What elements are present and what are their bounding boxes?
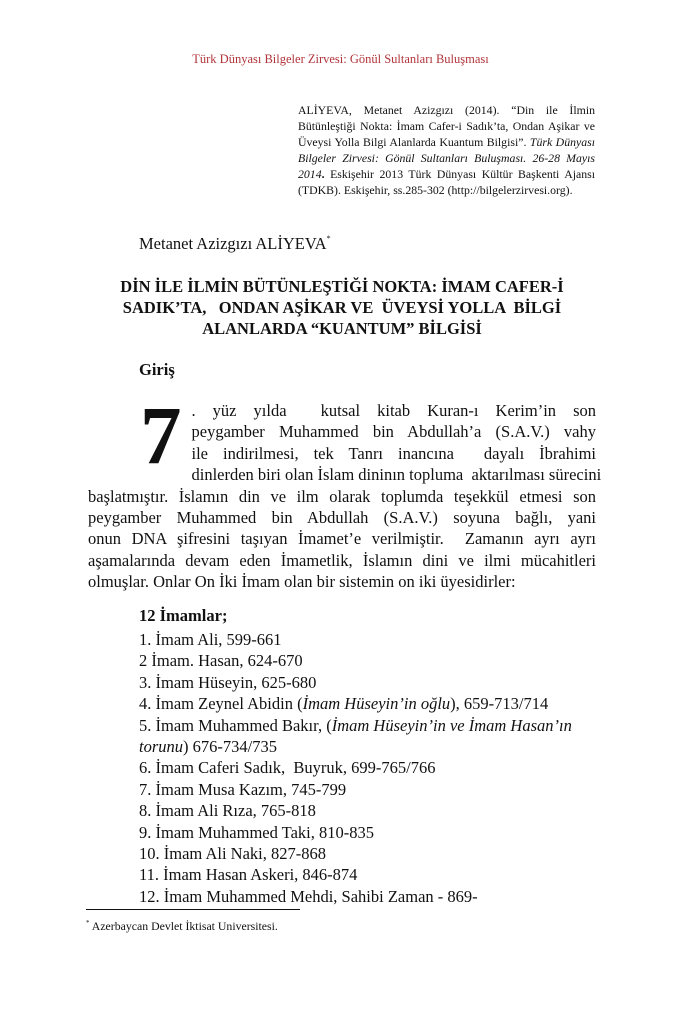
intro-line: başlatmıştır. İslamın din ve ilm olarak toplumda teşekkül etmesi son — [88, 486, 596, 506]
intro-line: peygamber Muhammed bin Abdullah’a (S.A.V.) vahy — [191, 422, 596, 442]
citation-text: ALİYEVA, Metanet Azizgızı (2014). “Din ile İlmin Bütünleştiği Nokta: İmam Cafer-i Sadık’ta, Ondan Aşikar ve Üveysi Yolla Bilgi Alanlarda Kuantum Bilgisi”. — [298, 103, 595, 149]
footnote-mark: * — [86, 919, 90, 927]
title-line-2: SADIK’TA, ONDAN AŞİKAR VE ÜVEYSİ YOLLA BİLGİ — [122, 298, 562, 317]
list-item-text: ), 659-713/714 — [450, 694, 549, 714]
list-item: 10. İmam Ali Naki, 827-868 — [139, 844, 326, 864]
intro-line: ile indirilmesi, tek Tanrı inancına dayalı İbrahimi — [191, 443, 596, 463]
author-name-text: Metanet Azizgızı ALİYEVA — [139, 234, 327, 253]
running-header: Türk Dünyası Bilgeler Zirvesi: Gönül Sultanları Buluşması — [192, 52, 489, 66]
list-item-text: ) 676-734/735 — [183, 737, 277, 757]
title-line-3: ALANLARDA “KUANTUM” BİLGİSİ — [202, 319, 482, 338]
footnote — [86, 919, 278, 934]
intro-line: peygamber Muhammed bin Abdullah (S.A.V.) soyuna bağlı, yani — [88, 508, 596, 528]
list-item: 6. İmam Caferi Sadık, Buyruk, 699-765/766 — [139, 758, 436, 778]
citation-dot: . — [321, 167, 325, 181]
list-item: 1. İmam Ali, 599-661 — [139, 630, 282, 649]
drop-cap: 7 — [140, 389, 182, 481]
section-heading: Giriş — [139, 360, 175, 379]
list-item: 3. İmam Hüseyin, 625-680 — [139, 672, 317, 692]
intro-line: dinlerden biri olan İslam dininın topluma aktarılması sürecini — [191, 465, 602, 485]
intro-line: aşamalarında devam eden İmametlik, İslamın dini ve ilmi mücahitleri — [88, 550, 596, 570]
footnote-divider — [86, 909, 300, 910]
list-item — [139, 715, 599, 758]
title-line-1: DİN İLE İLMİN BÜTÜNLEŞTİĞİ NOKTA: İMAM CAFER-İ — [120, 277, 564, 296]
list-item-text: 5. İmam Muhammed Bakır, ( — [139, 715, 332, 735]
intro-line: . yüz yılda kutsal kitab Kuran-ı Kerim’in son — [191, 401, 596, 420]
citation-block — [298, 102, 595, 198]
author-footnote-mark: * — [326, 234, 331, 243]
list-item-note: İmam Hüseyin’in ve İmam Hasan’ın torunu — [139, 715, 572, 757]
intro-line: olmuşlar. Onlar On İki İmam olan bir sistemin on iki üyesidirler: — [88, 572, 516, 592]
intro-paragraph — [88, 389, 602, 593]
paper-title — [88, 276, 596, 339]
author-name — [139, 234, 331, 254]
list-item: 7. İmam Musa Kazım, 745-799 — [139, 779, 347, 799]
list-item: 12. İmam Muhammed Mehdi, Sahibi Zaman - 869- — [139, 886, 478, 906]
citation-journal: Türk Dünyası Bilgeler Zirvesi: Gönül Sultanları Buluşması. 26-28 Mayıs 2014 — [298, 135, 595, 181]
intro-line: onun DNA şifresini taşıyan İmamet’e verilmiştir. Zamanın ayrı ayrı — [88, 529, 596, 549]
list-item: 11. İmam Hasan Askeri, 846-874 — [139, 865, 358, 885]
list-item: 9. İmam Muhammed Taki, 810-835 — [139, 822, 375, 842]
list-item — [139, 693, 599, 714]
list-item-text: 4. İmam Zeynel Abidin ( — [139, 694, 303, 714]
list-item: 8. İmam Ali Rıza, 765-818 — [139, 801, 316, 821]
list-item: 2 İmam. Hasan, 624-670 — [139, 651, 303, 671]
footnote-text: Azerbaycan Devlet İktisat Universitesi. — [89, 919, 278, 933]
imam-list-title: 12 İmamlar; — [139, 606, 228, 625]
imam-list — [139, 629, 599, 907]
list-item-note: İmam Hüseyin’in oğlu — [302, 694, 451, 714]
citation-text-end: Eskişehir 2013 Türk Dünyası Kültür Başkenti Ajansı (TDKB). Eskişehir, ss.285-302 (http://bilgelerzirvesi.org). — [298, 167, 595, 197]
